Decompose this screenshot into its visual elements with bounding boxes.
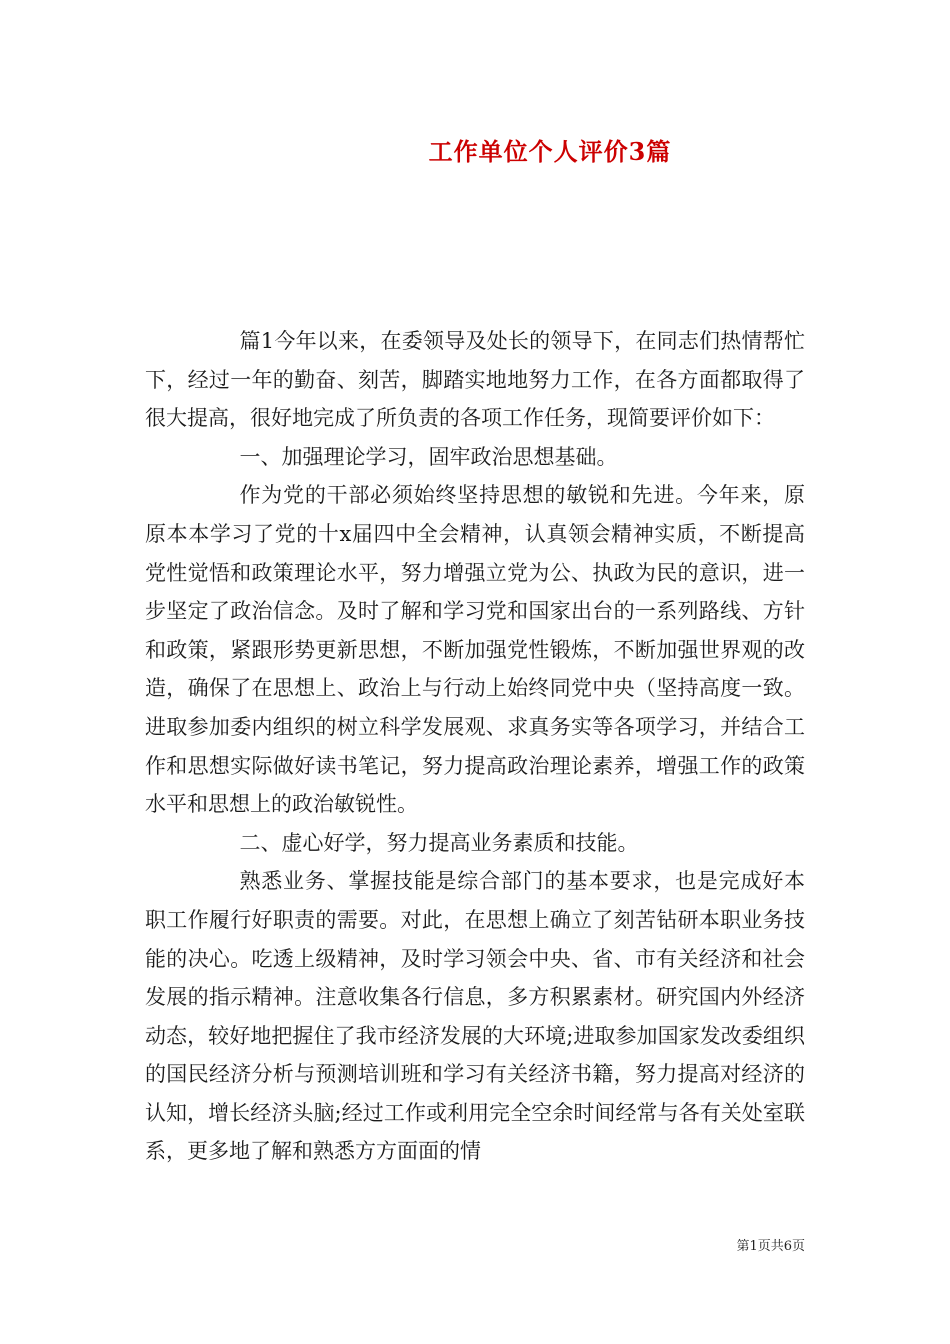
- paragraph-section-2: 熟悉业务、掌握技能是综合部门的基本要求，也是完成好本职工作履行好职责的需要。对此，在思想上确立了刻苦钻研本职业务技能的决心。吃透上级精神，及时学习领会中央、省、市有关经济和社会发展的指示精神。注意收集各行信息，多方积累素材。研究国内外经济动态，较好地把握住了我市经济发展的大环境;进取参加国家发改委组织的国民经济分析与预测培训班和学习有关经济书籍，努力提高对经济的认知，增长经济头脑;经过工作或利用完全空余时间经常与各有关处室联系，更多地了解和熟悉方方面面的情: [145, 869, 805, 1164]
- document-title: 工作单位个人评价3篇: [428, 137, 672, 166]
- paragraph-section-1: 作为党的干部必须始终坚持思想的敏锐和先进。今年来，原原本本学习了党的十x届四中全会精神，认真领会精神实质，不断提高党性觉悟和政策理论水平，努力增强立党为公、执政为民的意识，进一步坚定了政治信念。及时了解和学习党和国家出台的一系列路线、方针和政策，紧跟形势更新思想，不断加强党性锻炼，不断加强世界观的改造，确保了在思想上、政治上与行动上始终同党中央（坚持高度一致。进取参加委内组织的树立科学发展观、求真务实等各项学习，并结合工作和思想实际做好读书笔记，努力提高政治理论素养，增强工作的政策水平和思想上的政治敏锐性。: [145, 483, 805, 817]
- section-heading-1: 一、加强理论学习，固牢政治思想基础。: [239, 444, 618, 469]
- document-body: [145, 322, 805, 1171]
- page-number-footer: 第1页共6页: [736, 1239, 805, 1254]
- paragraph-intro: 篇1今年以来，在委领导及处长的领导下，在同志们热情帮忙下，经过一年的勤奋、刻苦，脚踏实地地努力工作，在各方面都取得了很大提高，很好地完成了所负责的各项工作任务，现简要评价如下：: [145, 329, 805, 431]
- section-heading-2: 二、虚心好学，努力提高业务素质和技能。: [239, 830, 639, 855]
